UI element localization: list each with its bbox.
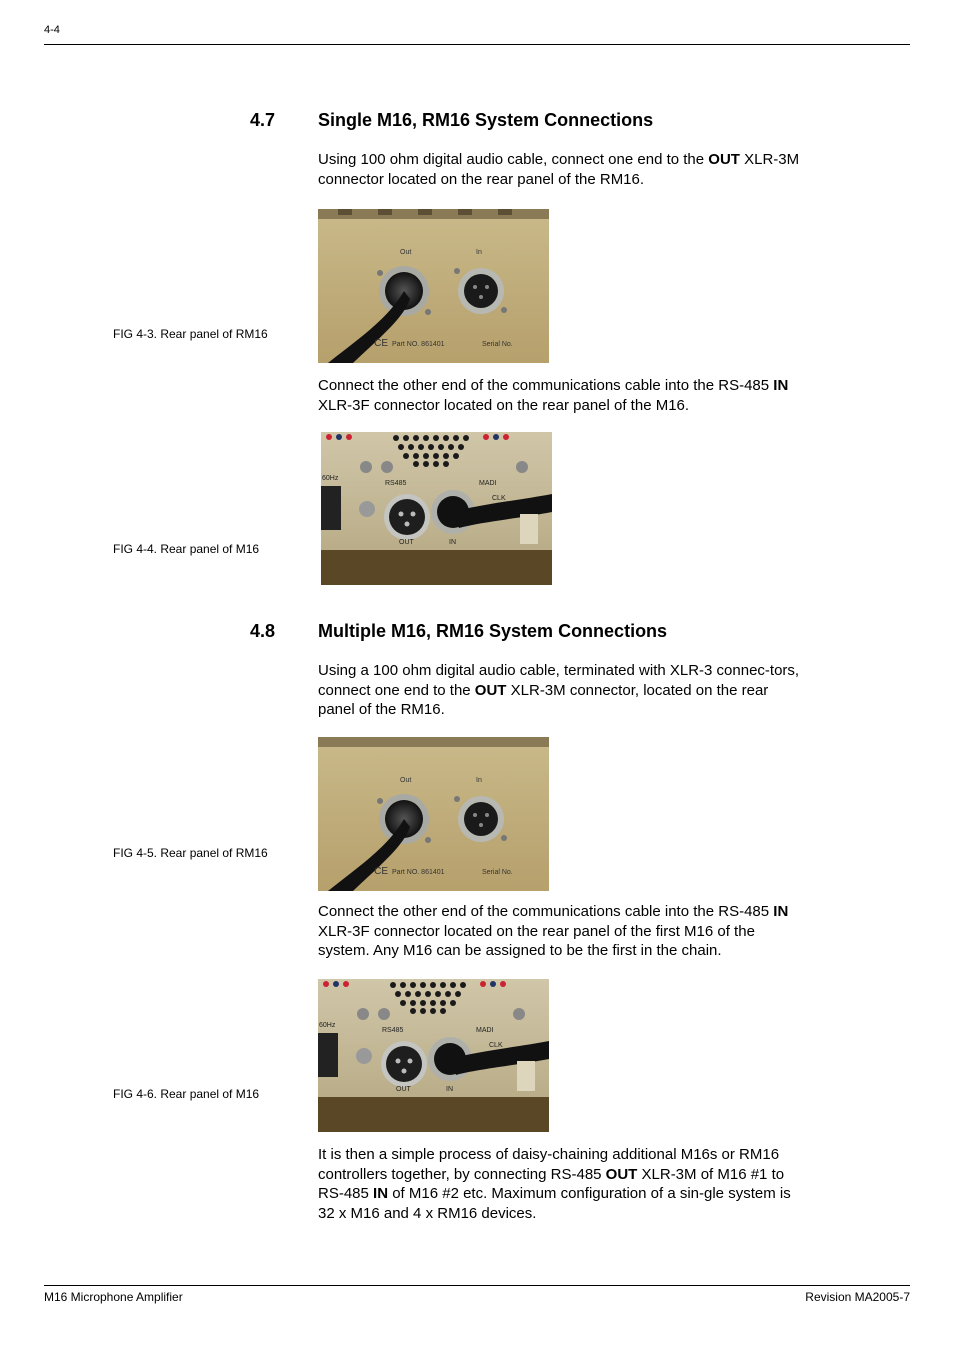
section-number: 4.7 (250, 110, 276, 130)
paragraph: Connect the other end of the communications cable into the RS-485 IN XLR-3F connector located on the rear panel of the M16. (318, 377, 789, 414)
hz-label: 60Hz (322, 475, 339, 482)
rs485-label: RS485 (385, 480, 407, 487)
section-title: Single M16, RM16 System Connections (318, 110, 654, 130)
in-label: In (476, 777, 482, 784)
section-title: Multiple M16, RM16 System Connections (318, 621, 668, 641)
out-label: Out (400, 249, 412, 256)
rm16-rear-panel-photo (318, 209, 549, 363)
madi-label: MADI (476, 1027, 494, 1034)
ce-mark: CE (374, 338, 388, 349)
footer-left: M16 Microphone Amplifier (44, 1290, 183, 1304)
in-label: In (476, 249, 482, 256)
serial-label: Serial No. (482, 869, 513, 876)
part-number: Part NO. 861401 (392, 869, 445, 876)
figure-caption: FIG 4-3. Rear panel of RM16 (113, 327, 268, 341)
hz-label: 60Hz (319, 1022, 336, 1029)
serial-label: Serial No. (482, 341, 513, 348)
out-label: OUT (399, 539, 414, 546)
m16-rear-panel-photo (318, 979, 549, 1132)
out-label: OUT (396, 1086, 411, 1093)
clk-label: CLK (489, 1042, 503, 1049)
figure-caption: FIG 4-6. Rear panel of M16 (113, 1087, 260, 1101)
paragraph: It is then a simple process of daisy-chaining additional M16s or RM16 controllers together, by connecting RS-485 OUT XLR-3M of M16 #1 to RS-485 IN of M16 #2 etc. Maximum configuration of a sin-gle system is 32 x M16 and 4 x RM16 devices. (318, 1146, 791, 1222)
m16-rear-panel-photo (321, 432, 552, 585)
madi-label: MADI (479, 480, 497, 487)
page-number: 4-4 (44, 24, 60, 36)
rs485-label: RS485 (382, 1027, 404, 1034)
footer-rule (44, 1285, 910, 1286)
rm16-rear-panel-photo (318, 737, 549, 891)
in-label: IN (446, 1086, 453, 1093)
paragraph: Connect the other end of the communications cable into the RS-485 IN XLR-3F connector located on the rear panel of the first M16 of the system. Any M16 can be assigned to be the first in the chain. (318, 903, 789, 959)
figure-caption: FIG 4-5. Rear panel of RM16 (113, 846, 268, 860)
header-rule (44, 44, 910, 45)
section-number: 4.8 (250, 621, 276, 641)
figure-caption: FIG 4-4. Rear panel of M16 (113, 542, 260, 556)
paragraph: Using 100 ohm digital audio cable, connect one end to the OUT XLR-3M connector located on the rear panel of the RM16. (318, 151, 800, 188)
out-label: Out (400, 777, 412, 784)
ce-mark: CE (374, 866, 388, 877)
clk-label: CLK (492, 495, 506, 502)
in-label: IN (449, 539, 456, 546)
part-number: Part NO. 861401 (392, 341, 445, 348)
paragraph: Using a 100 ohm digital audio cable, terminated with XLR-3 connec-tors, connect one end to the OUT XLR-3M connector, located on the rear panel of the RM16. (318, 662, 800, 718)
footer-right: Revision MA2005-7 (805, 1290, 910, 1304)
